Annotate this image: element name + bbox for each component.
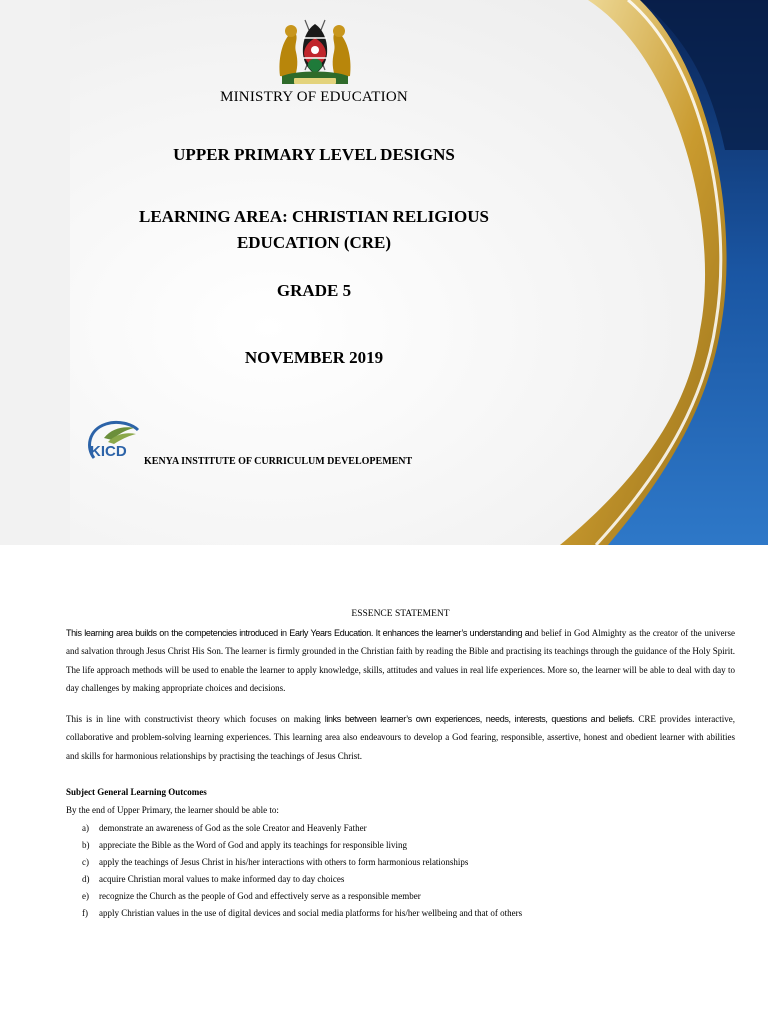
- kicd-logo-icon: [84, 418, 144, 468]
- list-item: [82, 888, 522, 905]
- list-item: [82, 854, 522, 871]
- list-item-label: d): [82, 874, 90, 885]
- list-item: [82, 905, 522, 922]
- list-item: [82, 837, 522, 854]
- essence-paragraph-2-start: This is in line with constructivist theory which focuses on making: [66, 714, 325, 724]
- essence-paragraph-1-rest: nd belief in God Almighty as the creator of the universe and salvation through Jesus Christ His Son. The learner is firmly grounded in the Christian faith by reading the Bible and practising its teachings through the guidance of the Holy Spirit. The life approach methods will be used to enable the learner to apply knowledge, skills, attitudes and values in real life experiences. More so, the learner will be able to deal with day to day challenges by making appropriate choices and decisions.: [66, 628, 735, 694]
- level-designs-heading: UPPER PRIMARY LEVEL DESIGNS: [173, 145, 455, 164]
- learning-area-heading-line2: EDUCATION (CRE): [236, 233, 392, 252]
- list-item-text: apply the teachings of Jesus Christ in his/her interactions with others to form harmonious relationships: [99, 857, 469, 868]
- list-item-text: acquire Christian moral values to make informed day to day choices: [99, 874, 345, 885]
- essence-paragraph-2-rest: . CRE provides interactive, collaborative and problem-solving learning experiences. This learning area also endeavours to develop a God fearing, responsible, assertive, honest and obedient learner with abilities and skills for harmonious relationships by practising the teachings of Jesus Christ.: [66, 714, 735, 761]
- essence-statement-title: ESSENCE STATEMENT: [351, 609, 450, 619]
- list-item-label: f): [82, 908, 88, 919]
- list-item-text: recognize the Church as the people of God and effectively serve as a responsible member: [99, 891, 421, 902]
- publication-date: NOVEMBER 2019: [244, 348, 384, 367]
- list-item: [82, 820, 522, 837]
- list-item-label: e): [82, 891, 89, 902]
- list-item-label: c): [82, 857, 89, 868]
- learning-outcomes-list: [82, 820, 522, 923]
- ministry-name: MINISTRY OF EDUCATION: [220, 89, 408, 105]
- learning-outcomes-title: Subject General Learning Outcomes: [66, 787, 207, 797]
- list-item-text: demonstrate an awareness of God as the sole Creator and Heavenly Father: [99, 823, 367, 833]
- kicd-logo-text: KICD: [90, 443, 127, 460]
- essence-paragraph-2-condensed: links between learner’s own experiences, needs, interests, questions and beliefs: [324, 714, 633, 724]
- list-item: [82, 871, 522, 888]
- institute-name: KENYA INSTITUTE OF CURRICULUM DEVELOPEMENT: [144, 456, 413, 467]
- list-item-label: b): [82, 840, 90, 851]
- learning-outcomes-intro: By the end of Upper Primary, the learner should be able to:: [66, 805, 279, 815]
- learning-area-heading-line1: LEARNING AREA: CHRISTIAN RELIGIOUS: [139, 207, 489, 226]
- grade-heading: GRADE 5: [276, 281, 352, 300]
- essence-paragraph-1: [66, 624, 735, 698]
- list-item-text: apply Christian values in the use of digital devices and social media platforms for his/her wellbeing and that of others: [99, 908, 523, 919]
- list-item-label: a): [82, 823, 89, 833]
- list-item-text: appreciate the Bible as the Word of God and apply its teachings for responsible living: [99, 840, 408, 851]
- essence-paragraph-1-condensed: This learning area builds on the competencies introduced in Early Years Education. It enhances the learner’s understanding a: [66, 628, 530, 638]
- essence-paragraph-2: [66, 710, 735, 765]
